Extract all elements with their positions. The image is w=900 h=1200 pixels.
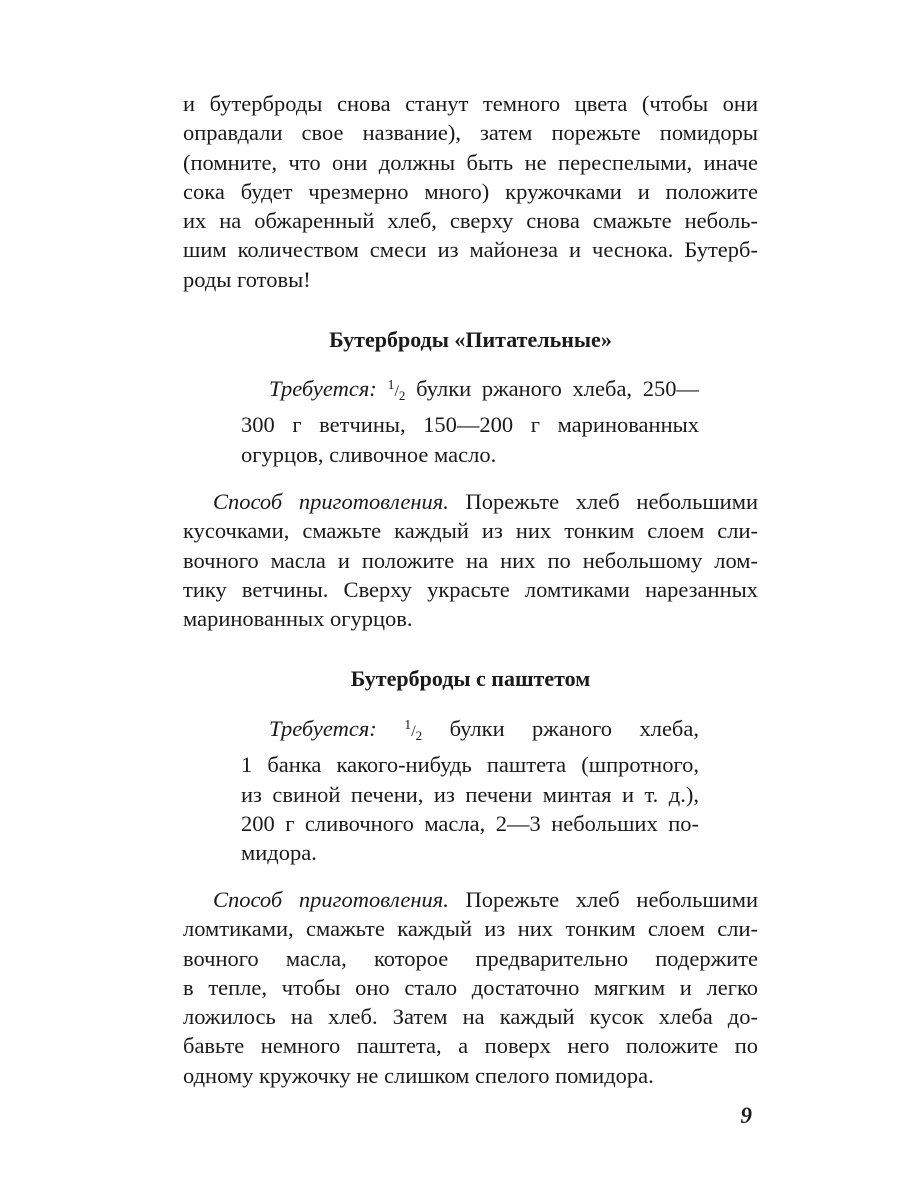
- text-line: 300 г ветчины, 150—200 г маринованных: [241, 412, 699, 438]
- text-line: Способ приготовления. Порежьте хлеб небольшими: [213, 489, 758, 514]
- text-line: в тепле, чтобы оно стало достаточно мягким и легко: [183, 974, 758, 1000]
- method-paragraph: [183, 885, 758, 1090]
- text-line: вочного масла и положите на них по небольшому лом-: [183, 547, 758, 573]
- fraction: $^1/_2$: [404, 718, 423, 743]
- recipe-title: Бутерброды с паштетом: [350, 666, 591, 691]
- text-line: ломтиками, смажьте каждый из них тонким слоем сли-: [183, 916, 758, 942]
- fraction: $^1/_2$: [387, 378, 406, 403]
- text-line: из свиной печени, из печени минтая и т. д.),: [241, 781, 699, 807]
- text-line: оправдали свое название), затем порежьте помидоры: [183, 120, 758, 146]
- method-label: Способ приготовления.: [213, 887, 449, 912]
- text-line: бавьте немного паштета, а поверх него положите по: [183, 1033, 758, 1059]
- recipe-title: Бутерброды «Питательные»: [329, 327, 612, 352]
- text-line: роды готовы!: [183, 266, 311, 292]
- text-line: ложилось на хлеб. Затем на каждый кусок хлеба до-: [183, 1004, 758, 1030]
- method-paragraph: [183, 487, 758, 633]
- ingredients-label: Требуется:: [269, 376, 377, 401]
- text-line: тику ветчины. Сверху украсьте ломтиками нарезанных: [183, 576, 758, 602]
- method-label: Способ приготовления.: [213, 489, 449, 514]
- text-line: (помните, что они должны быть не переспелыми, иначе: [183, 149, 758, 175]
- text-line: Требуется: $^1/_2$ булки ржаного хлеба, 250—: [269, 376, 699, 403]
- text-line: одному кружочку не слишком спелого помидора.: [183, 1062, 654, 1088]
- text-line: шим количеством смеси из майонеза и чеснока. Бутерб-: [183, 237, 758, 263]
- text-line: маринованных огурцов.: [183, 606, 413, 632]
- text-line: и бутерброды снова станут темного цвета (чтобы они: [183, 91, 758, 116]
- text-line: Требуется: $^1/_2$ булки ржаного хлеба,: [269, 716, 699, 743]
- text-line: их на обжаренный хлеб, сверху снова смажьте неболь-: [183, 208, 758, 234]
- text-line: 200 г сливочного масла, 2—3 небольших по-: [241, 810, 699, 836]
- text-line: Способ приготовления. Порежьте хлеб небольшими: [213, 887, 758, 912]
- ingredients-label: Требуется:: [269, 716, 377, 741]
- text-line: огурцов, сливочное масло.: [241, 441, 497, 467]
- text-line: вочного масла, которое предварительно подержите: [183, 945, 758, 971]
- ingredients-block: [241, 711, 699, 867]
- page-number: 9: [740, 1103, 752, 1128]
- text-line: 1 банка какого-нибудь паштета (шпротного,: [241, 752, 699, 778]
- text-line: мидора.: [241, 840, 317, 866]
- ingredients-block: [241, 371, 699, 469]
- text-line: сока будет чрезмерно много) кружочками и положите: [183, 178, 758, 204]
- text-line: кусочками, смажьте каждый из них тонким слоем сли-: [183, 518, 758, 544]
- intro-paragraph: [183, 89, 758, 294]
